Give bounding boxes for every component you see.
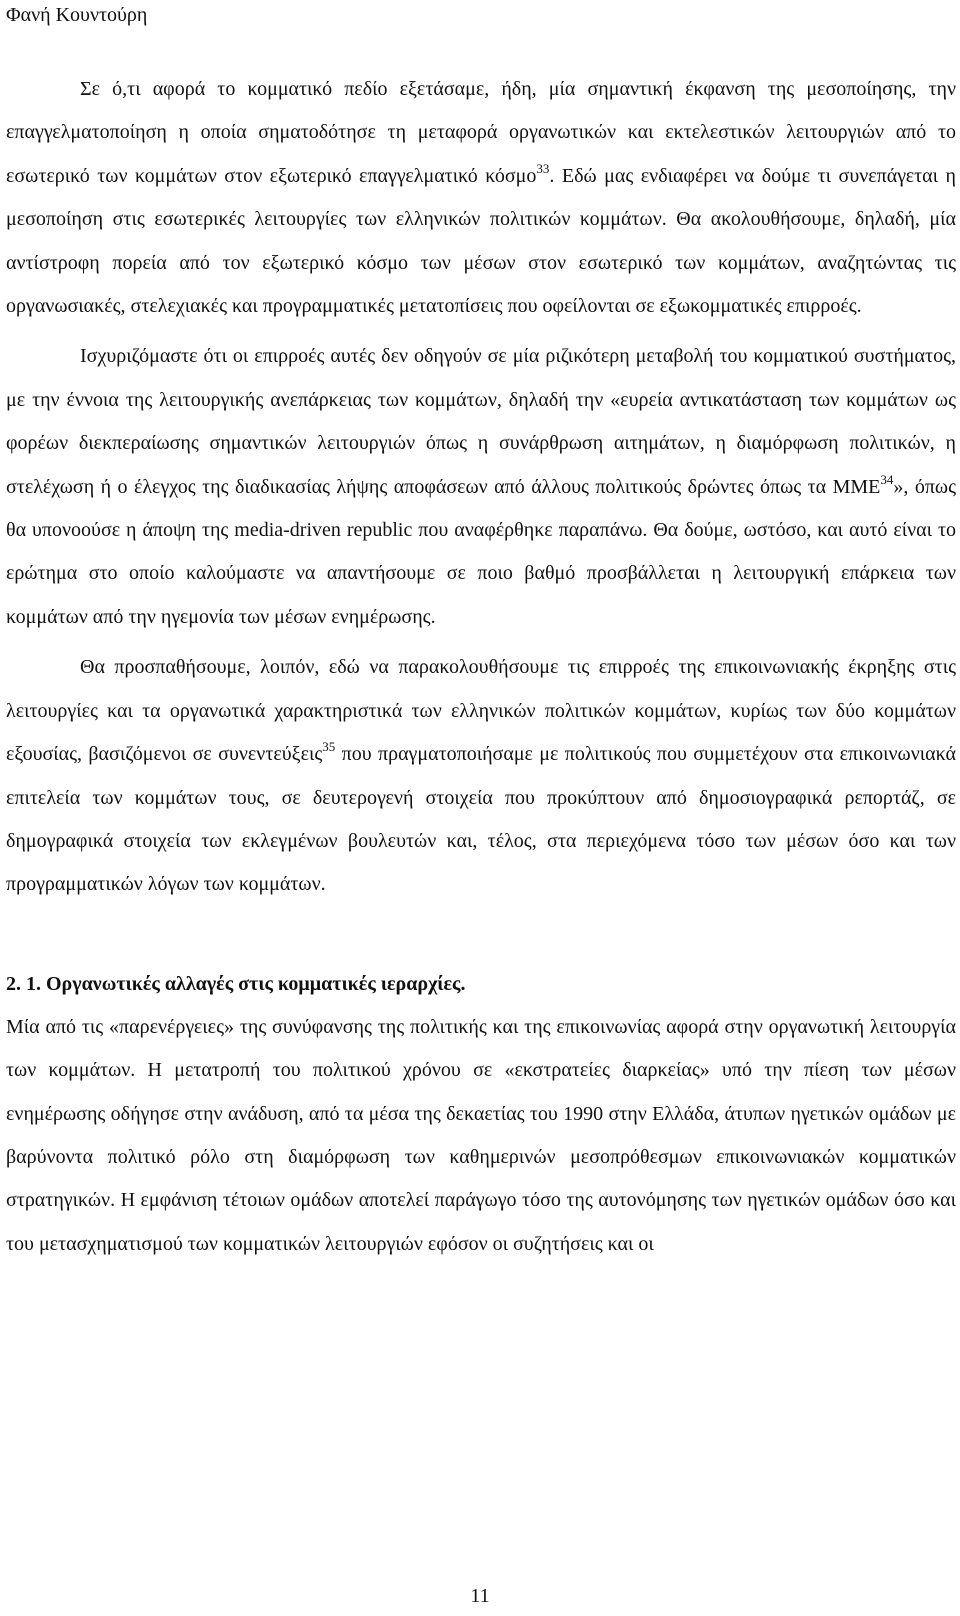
running-header-author: Φανή Κουντούρη	[6, 4, 148, 26]
paragraph-text: », όπως θα υπονοούσε η άποψη της media-driven republic που αναφέρθηκε παραπάνω. Θα δούμε, ωστόσο, και αυτό είναι το ερώτημα στο οποίο καλούμαστε να απαντήσουμε σε ποιο βαθμό προσβάλλεται η λειτουργική επάρκεια των κομμάτων από την ηγεμονία των μέσων ενημέρωσης.	[6, 475, 957, 628]
paragraph-text: Θα προσπαθήσουμε, λοιπόν, εδώ να παρακολουθήσουμε τις επιρροές της επικοινωνιακής έκρηξης στις λειτουργίες και τα οργανωτικά χαρακτηριστικά των ελληνικών πολιτικών κομμάτων, κυρίως των δύο κομμάτων εξουσίας, βασιζόμενοι σε συνεντεύξεις	[6, 656, 956, 766]
page-body	[6, 68, 956, 1266]
spacer	[6, 639, 956, 646]
paragraph-2	[6, 335, 956, 639]
paragraph-3	[6, 646, 956, 906]
spacer	[6, 328, 956, 335]
paragraph-1	[6, 68, 956, 328]
footnote-ref-35[interactable]: 35	[322, 739, 336, 755]
section-heading: 2. 1. Οργανωτικές αλλαγές στις κομματικές ιεραρχίες.	[6, 972, 466, 995]
paragraph-text: που πραγματοποιήσαμε με πολιτικούς που συμμετέχουν στα επικοινωνιακά επιτελεία των κομμάτων τους, σε δευτερογενή στοιχεία που προκύπτουν από δημοσιογραφικά ρεπορτάζ, σε δημογραφικά στοιχεία των εκλεγμένων βουλευτών και, τέλος, στα περιεχόμενα τόσο των μέσων όσο και των προγραμματικών λόγων των κομμάτων.	[6, 743, 956, 896]
section-paragraph: Μία από τις «παρενέργειες» της συνύφανσης της πολιτικής και της επικοινωνίας αφορά στην οργανωτική λειτουργία των κομμάτων. Η μετατροπή του πολιτικού χρόνου σε «εκστρατείες διαρκείας» υπό την πίεση των μέσων ενημέρωσης οδήγησε στην ανάδυση, από τα μέσα της δεκαετίας του 1990 στην Ελλάδα, άτυπων ηγετικών ομάδων με βαρύνοντα πολιτικό ρόλο στη διαμόρφωση των καθημερινών μεσοπρόθεσμων επικοινωνιακών κομματικών στρατηγικών. Η εμφάνιση τέτοιων ομάδων αποτελεί παράγωγο τόσο της αυτονόμησης των ηγετικών ομάδων όσο και του μετασχηματισμού των κομματικών λειτουργιών εφόσον οι συζητήσεις και οι	[6, 1015, 956, 1255]
paragraph-text: . Εδώ μας ενδιαφέρει να δούμε τι συνεπάγεται η μεσοποίηση στις εσωτερικές λειτουργίες των ελληνικών πολιτικών κομμάτων. Θα ακολουθήσουμε, δηλαδή, μία αντίστροφη πορεία από τον εξωτερικό κόσμο των μέσων στον εσωτερικό των κομμάτων, αναζητώντας τις οργανωσιακές, στελεχιακές και προγραμματικές μετατοπίσεις που οφείλονται σε εξωκομματικές επιρροές.	[6, 164, 956, 318]
footnote-ref-34[interactable]: 34	[880, 471, 894, 487]
spacer	[6, 907, 956, 963]
paragraph-text: Σε ό,τι αφορά το κομματικό πεδίο εξετάσαμε, ήδη, μία σημαντική έκφανση της μεσοποίησης, την επαγγελματοποίηση η οποία σηματοδότησε τη μεταφορά οργανωτικών και εκτελεστικών λειτουργιών από το εσωτερικό των κομμάτων στον εξωτερικό επαγγελματικό κόσμο	[6, 78, 956, 187]
page-number: 11	[470, 1585, 490, 1607]
paragraph-text: Ισχυριζόμαστε ότι οι επιρροές αυτές δεν οδηγούν σε μία ριζικότερη μεταβολή του κομματικού συστήματος, με την έννοια της λειτουργικής ανεπάρκειας των κομμάτων, δηλαδή την «ευρεία αντικατάσταση των κομμάτων ως φορέων διεκπεραίωσης σημαντικών λειτουργιών όπως η συνάρθρωση αιτημάτων, η διαμόρφωση πολιτικών, η στελέχωση ή ο έλεγχος της διαδικασίας λήψης αποφάσεων από άλλους πολιτικούς δρώντες όπως τα ΜΜΕ	[6, 345, 956, 498]
footnote-ref-33[interactable]: 33	[536, 160, 550, 176]
